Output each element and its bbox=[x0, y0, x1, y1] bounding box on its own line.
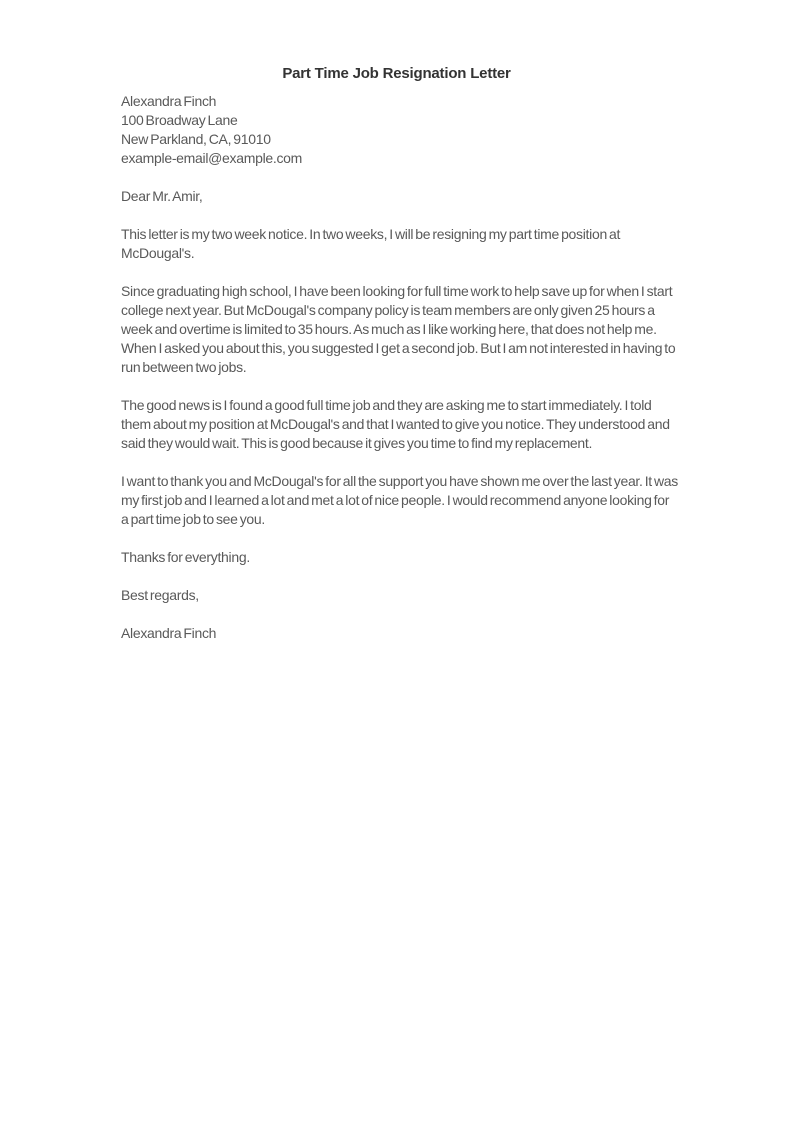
salutation: Dear Mr. Amir, bbox=[121, 188, 203, 204]
sender-email: example-email@example.com bbox=[121, 150, 303, 166]
paragraph-new-job: The good news is I found a good full time job and they are asking me to start immediately. I told them about my position at McDougal's and that I wanted to give you notice. They understood and said they would wait. This is good because it gives you time to find my replacement. bbox=[121, 397, 670, 451]
closing-line: Best regards, bbox=[121, 587, 199, 603]
letter-body bbox=[121, 92, 678, 643]
paragraph-gratitude: I want to thank you and McDougal's for all the support you have shown me over the last year. It was my first job and I learned a lot and met a lot of nice people. I would recommend anyone looking for a part time job to see you. bbox=[121, 473, 678, 527]
letter-title: Part Time Job Resignation Letter bbox=[282, 65, 511, 82]
signature-name: Alexandra Finch bbox=[121, 625, 217, 641]
sender-name: Alexandra Finch bbox=[121, 93, 217, 109]
paragraph-notice: This letter is my two week notice. In two weeks, I will be resigning my part time position at McDougal's. bbox=[121, 226, 621, 261]
sender-block bbox=[121, 92, 678, 168]
thanks-line: Thanks for everything. bbox=[121, 549, 250, 565]
paragraph-reason: Since graduating high school, I have been looking for full time work to help save up for when I start college next year. But McDougal's company policy is team members are only given 25 hours a week and overtime is limited to 35 hours. As much as I like working here, that does not help me. When I asked you about this, you suggested I get a second job. But I am not interested in having to run between two jobs. bbox=[121, 283, 676, 375]
sender-street: 100 Broadway Lane bbox=[121, 112, 238, 128]
sender-city-state-zip: New Parkland, CA, 91010 bbox=[121, 131, 271, 147]
